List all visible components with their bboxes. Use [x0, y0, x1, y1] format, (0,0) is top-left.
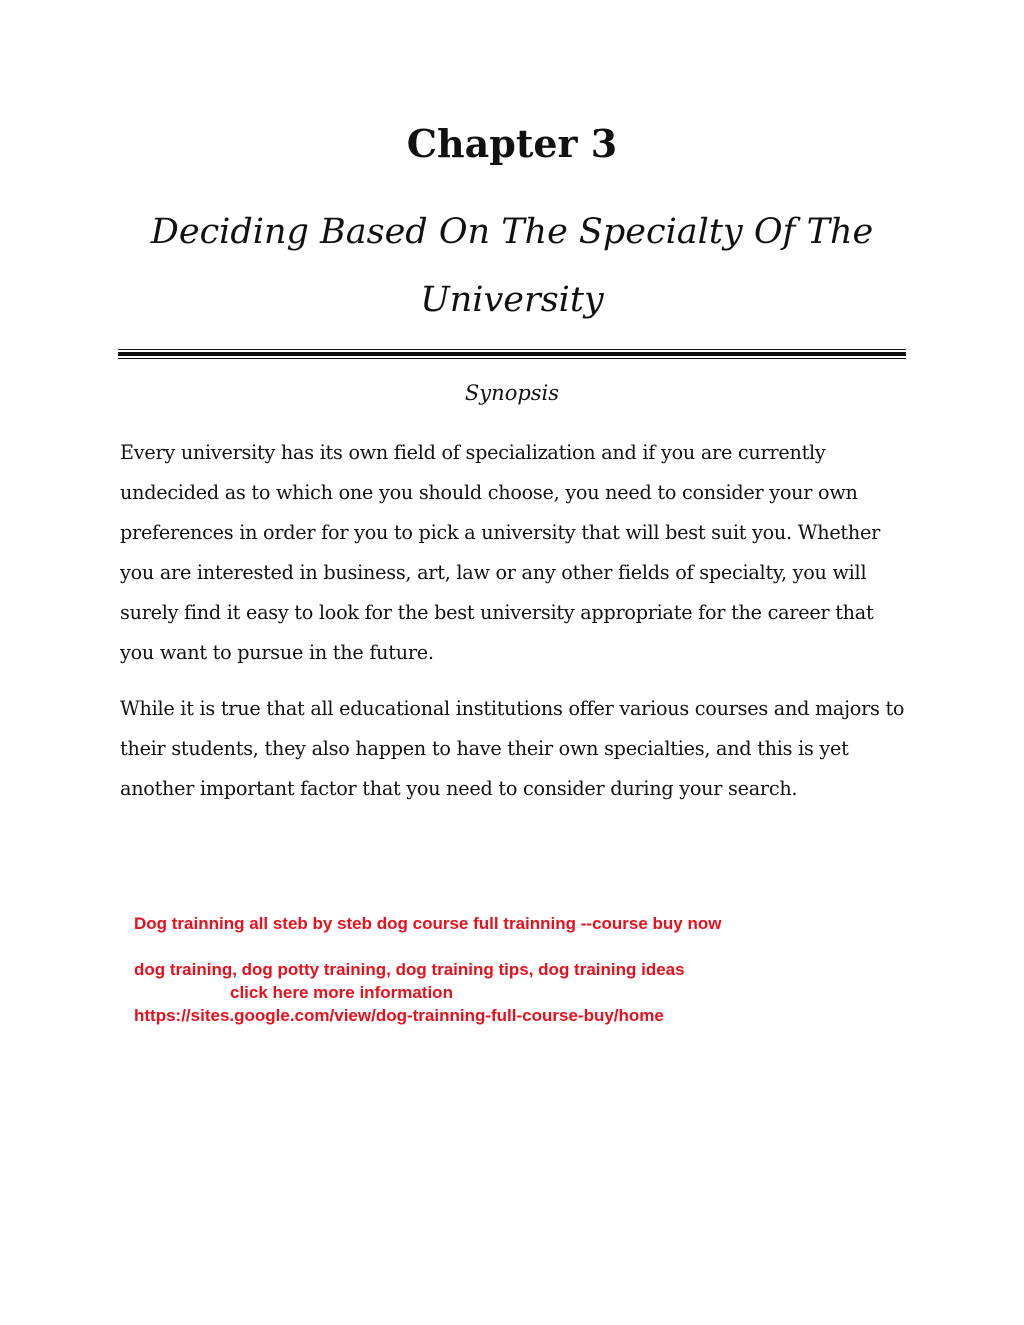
promo-keywords: dog training, dog potty training, dog training tips, dog training ideas — [134, 960, 685, 979]
body-paragraph-2: While it is true that all educational institutions offer various courses and majors to their students, they also happen to have their own specialties, and this is yet another important factor that you need to consider during your search. — [120, 697, 905, 800]
synopsis-heading: Synopsis — [464, 381, 560, 405]
title-divider — [118, 349, 906, 360]
chapter-title: Deciding Based On The Specialty Of The University — [150, 212, 874, 320]
chapter-number: Chapter 3 — [406, 121, 618, 166]
promo-url-link[interactable]: https://sites.google.com/view/dog-trainning-full-course-buy/home — [134, 1006, 664, 1025]
body-paragraph-1: Every university has its own field of specialization and if you are currently undecided as to which one you should choose, you need to consider your own preferences in order for you to pick a university that will best suit you. Whether you are interested in business, art, law or any other fields of specialty, you will surely find it easy to look for the best university appropriate for the career that you want to pursue in the future. — [120, 441, 881, 664]
promo-headline-link[interactable]: Dog trainning all steb by steb dog course full trainning --course buy now — [134, 914, 722, 933]
promo-click-here-link[interactable]: click here more information — [230, 983, 453, 1002]
